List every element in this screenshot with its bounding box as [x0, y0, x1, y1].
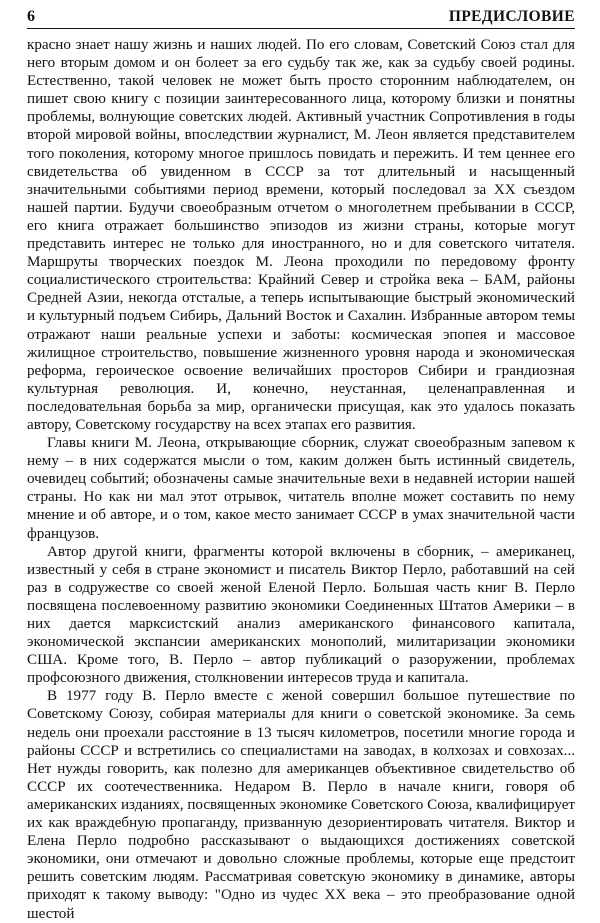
paragraph-1: красно знает нашу жизнь и наших людей. По его словам, Советский Союз стал для него вторым домом и он болеет за его судьбу так же, как за судьбу своей родины. Естественно, такой человек не может быть просто сторонним наблюдателем, он пишет свою книгу с позиции заинтересованного лица, которому близки и понятны проблемы, волнующие советских людей. Активный участник Сопротивления в годы второй мировой войны, впоследствии журналист, М. Леон является представителем того поколения, которому многое пришлось повидать и пережить. И тем ценнее его свидетельства об увиденном в СССР за тот длительный и насыщенный значительными событиями период времени, который последовал за XX съездом нашей партии. Будучи своеобразным отчетом о многолетнем пребывании в СССР, его книга отражает большинство эпизодов из жизни страны, которые могут представить интерес не только для иностранного, но и для советского читателя. Маршруты творческих поездок М. Леона проходили по передовому фронту социалистического строительства: Крайний Север и стройка века – БАМ, районы Средней Азии, некогда отсталые, а теперь испытывающие быстрый экономический и культурный подъем Сибирь, Дальний Восток и Сахалин. Избранные автором темы отражают наши реальные успехи и заботы: космическая эпопея и массовое жилищное строительство, повышение жизненного уровня народа и экономическая реформа, героическое освоение величайших просторов Сибири и грандиозная культурная революция. И, конечно, неустанная, целенаправленная и последовательная борьба за мир, органически присущая, как это удалось показать автору, Советскому государству на всех этапах его развития. [27, 37, 575, 433]
paragraph-4: В 1977 году В. Перло вместе с женой совершил большое путешествие по Советскому Союзу, собирая материалы для книги о советской экономике. За семь недель они проехали расстояние в 13 тысяч километров, посетили многие города и районы СССР и встретились со специалистами на заводах, в колхозах и совхозах... Нет нужды говорить, как полезно для американцев объективное свидетельство об СССР их соотечественника. Недаром В. Перло в начале книги, говоря об американских изданиях, посвященных экономике Советского Союза, квалифицирует их как враждебную пропаганду, призванную дезориентировать читателя. Виктор и Елена Перло подробно рассказывают о выдающихся достижениях советской экономики, они отмечают и довольно сложные проблемы, которые еще предстоит решить советским людям. Рассматривая советскую экономику в динамике, авторы приходят к такому выводу: "Одно из чудес XX века – это преобразование одной шестой [27, 688, 575, 922]
running-header [27, 4, 575, 29]
paragraph-3: Автор другой книги, фрагменты которой включены в сборник, – американец, известный у себя в стране экономист и писатель Виктор Перло, работавший на сей раз в содружестве со своей женой Еленой Перло. Большая часть книг В. Перло посвящена послевоенному развитию экономики Соединенных Штатов Америки – в них дается марксистский анализ американского финансового капитала, экономической экспансии американских монополий, милитаризации экономики США. Кроме того, В. Перло – автор публикаций о разоружении, проблемах профсоюзного движения, столкновении интересов труда и капитала. [27, 543, 575, 687]
body-text [27, 36, 575, 923]
paragraph-2: Главы книги М. Леона, открывающие сборник, служат своеобразным запевом к нему – в них содержатся мысли о том, каким должен быть истинный свидетель, очевидец событий; обозначены самые значительные вехи в недавней истории нашей страны. Но как ни мал этот отрывок, читатель вполне может составить по нему мнение и об авторе, и о том, какое место занимает СССР в умах значительной части французов. [27, 435, 575, 542]
page-number: 6 [27, 8, 35, 25]
section-title: ПРЕДИСЛОВИЕ [448, 8, 575, 25]
